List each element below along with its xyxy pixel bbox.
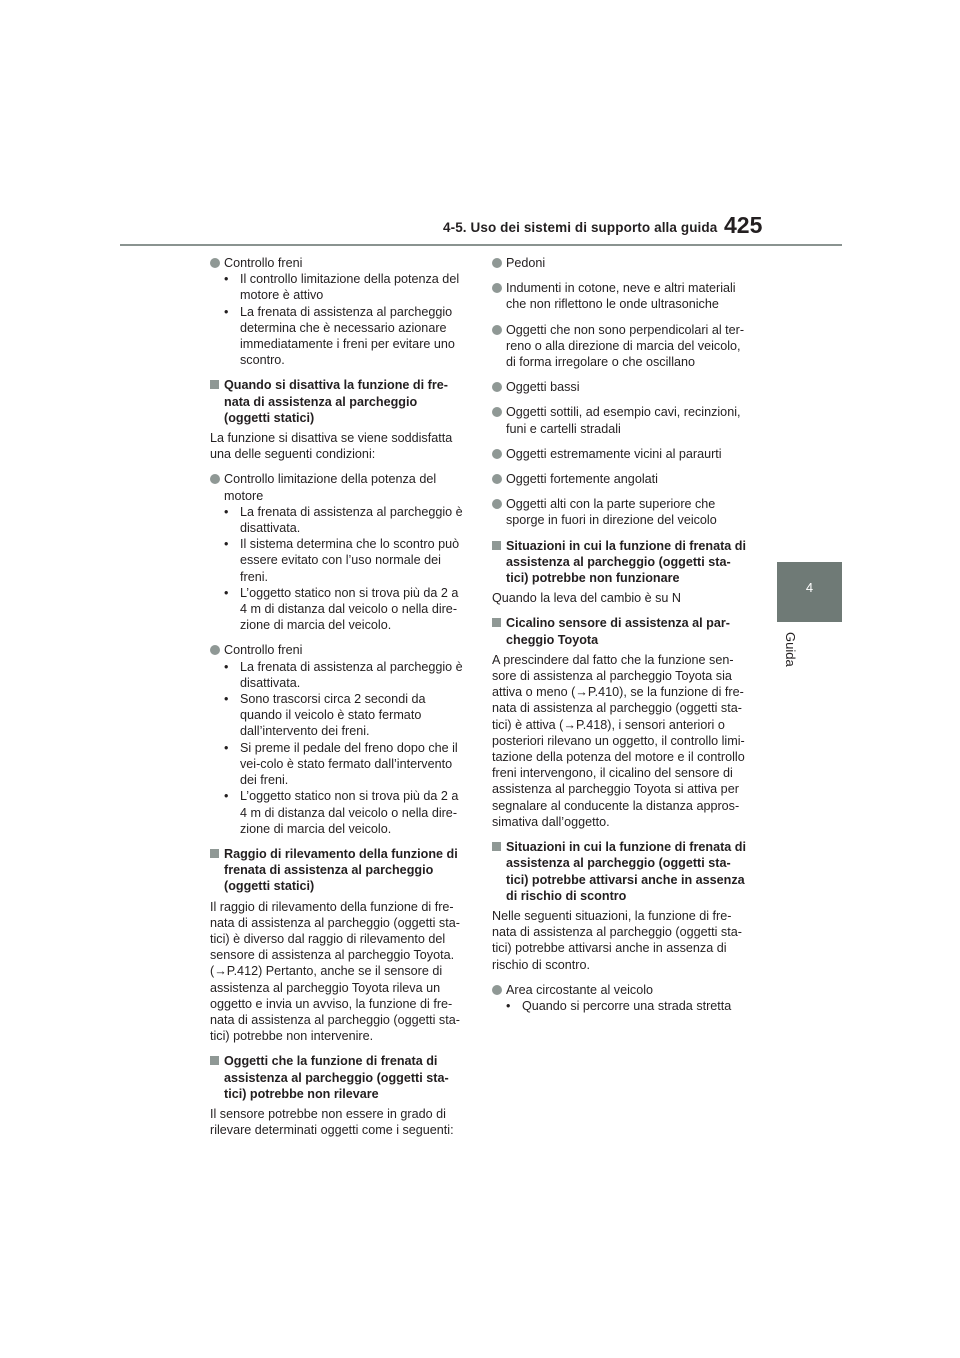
list-item xyxy=(210,471,466,633)
list-item xyxy=(210,255,466,368)
circle-bullet-icon xyxy=(492,474,502,484)
item-title: Area circostante al veicolo xyxy=(506,982,653,997)
section-heading: Situazioni in cui la funzione di frenata di assistenza al parcheggio (oggetti sta-tici) potrebbe non funzionare xyxy=(492,538,748,587)
list-item: Oggetti alti con la parte superiore che sporge in fuori in direzione del veicolo xyxy=(492,496,748,528)
item-title: Controllo limitazione della potenza del motore xyxy=(224,472,437,503)
list-item: Oggetti che non sono perpendicolari al ter-reno o alla direzione di marcia del veicolo, di forma irregolare o che oscillano xyxy=(492,322,748,371)
square-bullet-icon xyxy=(210,849,219,858)
header-rule xyxy=(120,244,842,246)
sub-item: • La frenata di assistenza al parcheggio è disattivata. xyxy=(224,504,463,536)
circle-bullet-icon xyxy=(492,258,502,268)
section-heading: Situazioni in cui la funzione di frenata di assistenza al parcheggio (oggetti sta-tici) potrebbe attivarsi anche in assenza di rischio di scontro xyxy=(492,839,748,904)
circle-bullet-icon xyxy=(492,499,502,509)
list-item: Oggetti estremamente vicini al paraurti xyxy=(492,446,748,462)
section-heading: Oggetti che la funzione di frenata di assistenza al parcheggio (oggetti sta-tici) potrebbe non rilevare xyxy=(210,1053,466,1102)
square-bullet-icon xyxy=(492,541,501,550)
section-title: 4-5. Uso dei sistemi di supporto alla guida xyxy=(443,220,718,235)
section-heading: Quando si disattiva la funzione di fre-nata di assistenza al parcheggio (oggetti statici) xyxy=(210,377,466,426)
item-title: Controllo freni xyxy=(224,643,303,658)
paragraph: Nelle seguenti situazioni, la funzione di fre-nata di assistenza al parcheggio (oggetti sta-tici) potrebbe attivarsi anche in assenza di rischio di scontro. xyxy=(492,908,742,972)
sub-item: • La frenata di assistenza al parcheggio è disattivata. xyxy=(224,659,463,690)
chapter-label xyxy=(778,632,808,672)
circle-bullet-icon xyxy=(210,474,220,484)
section-heading: Raggio di rilevamento della funzione di frenata di assistenza al parcheggio (oggetti statici) xyxy=(210,846,466,895)
sub-item: • Sono trascorsi circa 2 secondi da quando il veicolo è stato fermato dall’intervento dei freni. xyxy=(224,692,426,739)
chapter-label-text: Guida xyxy=(783,632,798,667)
square-bullet-icon xyxy=(210,380,219,389)
circle-bullet-icon xyxy=(492,382,502,392)
sub-item: • Quando si percorre una strada stretta xyxy=(506,998,732,1013)
right-column xyxy=(492,255,748,1023)
paragraph: La funzione si disattiva se viene soddisfatta una delle seguenti condizioni: xyxy=(210,431,453,462)
paragraph: A prescindere dal fatto che la funzione sen-sore di assistenza al parcheggio Toyota sia attiva o meno (→P.410), se la funzione di fre-nata di assistenza al parcheggio (oggetti sta-tici) è attiva (→P.418), i sensori anteriori o posteriori rilevano un oggetto, il controllo limi-tazione della potenza del motore e il controllo freni intervengono, il cicalino del sensore di assistenza al parcheggio Toyota si attiva per segnalare al conducente la distanza appros-simativa dall’oggetto. xyxy=(492,652,745,829)
sub-item: • L’oggetto statico non si trova più da 2 a 4 m di distanza dal veicolo o nella dire-zione di marcia del veicolo. xyxy=(224,585,459,633)
paragraph: Quando la leva del cambio è su N xyxy=(492,591,682,606)
section-heading: Cicalino sensore di assistenza al par-cheggio Toyota xyxy=(492,615,748,647)
list-item: Pedoni xyxy=(492,255,748,271)
sub-item: • Si preme il pedale del freno dopo che il vei-colo è stato fermato dall’intervento dei freni. xyxy=(224,740,458,788)
circle-bullet-icon xyxy=(492,325,502,335)
square-bullet-icon xyxy=(492,618,501,627)
sub-item: • L’oggetto statico non si trova più da 2 a 4 m di distanza dal veicolo o nella dire-zione di marcia del veicolo. xyxy=(224,789,459,836)
paragraph: Il raggio di rilevamento della funzione di fre-nata di assistenza al parcheggio (oggetti sta-tici) è diverso dal raggio di rilevamento del sensore di assistenza al parcheggio Toyota. (→P.412) Pertanto, anche se il sensore di assistenza al parcheggio Toyota rileva un oggetto e invia un avviso, la funzione di fre-nata di assistenza al parcheggio (oggetti sta-tici) potrebbe non intervenire. xyxy=(210,899,460,1044)
list-item: Oggetti fortemente angolati xyxy=(492,471,748,487)
circle-bullet-icon xyxy=(492,407,502,417)
sub-item: • Il sistema determina che lo scontro può essere evitato con l’uso normale dei freni. xyxy=(224,537,460,584)
page-number: 425 xyxy=(724,212,763,238)
circle-bullet-icon xyxy=(492,449,502,459)
paragraph: Il sensore potrebbe non essere in grado di rilevare determinati oggetti come i seguenti: xyxy=(210,1106,454,1138)
list-item xyxy=(492,982,748,1014)
list-item: Oggetti sottili, ad esempio cavi, recinzioni, funi e cartelli stradali xyxy=(492,404,748,436)
circle-bullet-icon xyxy=(210,258,220,268)
square-bullet-icon xyxy=(492,842,501,851)
sub-item: • Il controllo limitazione della potenza del motore è attivo xyxy=(224,272,460,303)
page-header xyxy=(0,0,960,250)
list-item: Indumenti in cotone, neve e altri materiali che non riflettono le onde ultrasoniche xyxy=(492,280,748,312)
list-item: Oggetti bassi xyxy=(492,379,748,395)
chapter-number: 4 xyxy=(805,580,814,595)
chapter-tab xyxy=(777,562,842,622)
circle-bullet-icon xyxy=(492,985,502,995)
list-item xyxy=(210,642,466,836)
item-title: Controllo freni xyxy=(224,256,303,270)
circle-bullet-icon xyxy=(210,645,220,655)
sub-item: • La frenata di assistenza al parcheggio determina che è necessario azionare immediatamente i freni per evitare uno scontro. xyxy=(224,304,455,368)
left-column xyxy=(210,255,466,1147)
square-bullet-icon xyxy=(210,1056,219,1065)
circle-bullet-icon xyxy=(492,283,502,293)
